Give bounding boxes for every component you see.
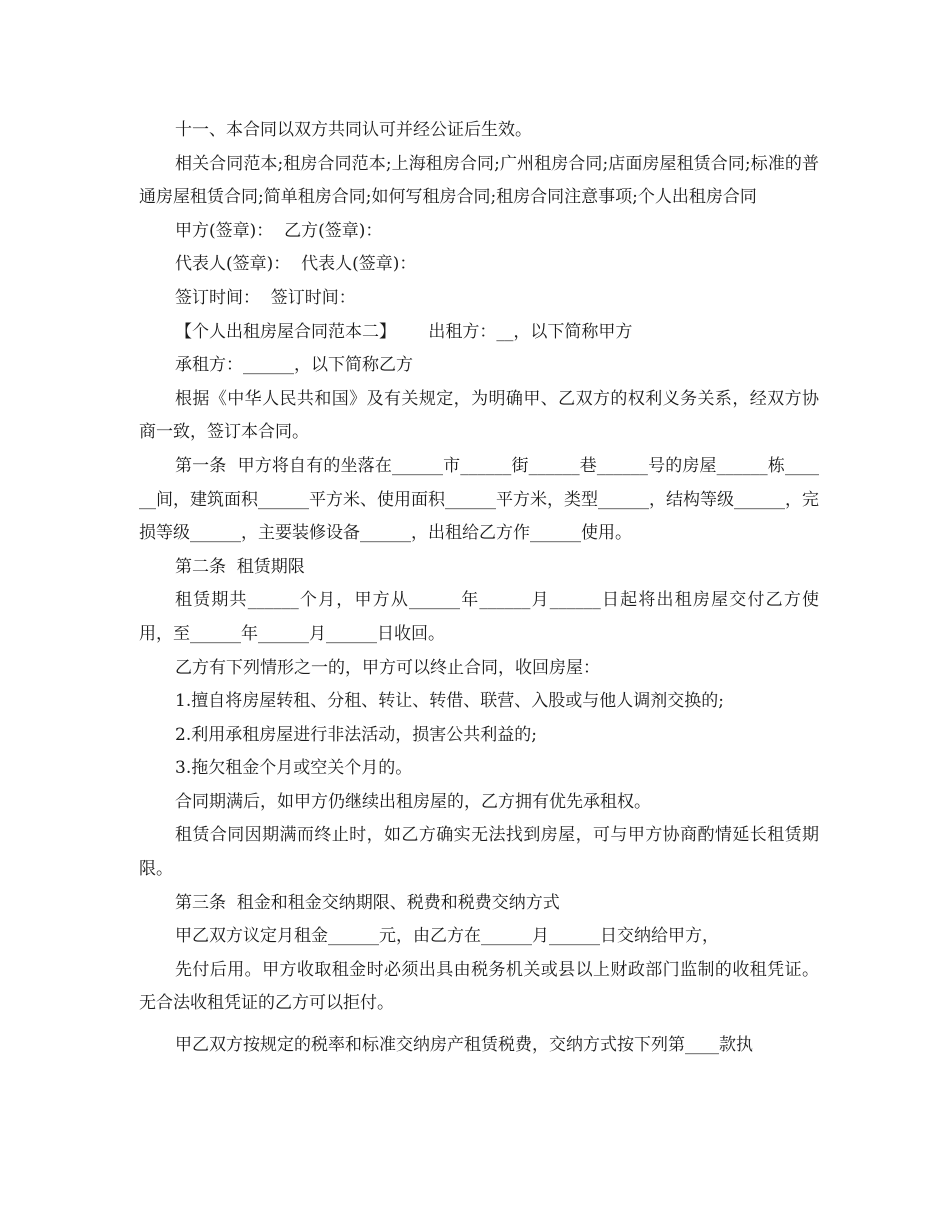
paragraph-condition-2: 2.利用承租房屋进行非法活动，损害公共利益的; — [175, 724, 537, 745]
paragraph-article-2-heading: 第二条 租赁期限 — [175, 556, 305, 577]
paragraph-related-templates: 相关合同范本;租房合同范本;上海租房合同;广州租房合同;店面房屋租赁合同;标准的普通房屋租赁合同;简单租房合同;如何写租房合同;租房合同注意事项;个人出租房合同 — [139, 153, 819, 208]
paragraph-template-two-lessor: 【个人出租房屋合同范本二】 出租方：__，以下简称甲方 — [175, 321, 633, 342]
paragraph-party-signatures: 甲方(签章)： 乙方(签章)： — [175, 220, 383, 241]
paragraph-article-3-heading: 第三条 租金和租金交纳期限、税费和税费交纳方式 — [175, 892, 560, 913]
paragraph-lease-term: 租赁期共______个月，甲方从______年______月______日起将出租房屋交付乙方使用，至______年______月______日收回。 — [139, 590, 819, 644]
paragraph-representative-signatures: 代表人(签章)： 代表人(签章)： — [175, 254, 417, 275]
paragraph-clause-11: 十一、本合同以双方共同认可并经公证后生效。 — [175, 120, 532, 140]
paragraph-preamble: 根据《中华人民共和国》及有关规定，为明确甲、乙双方的权利义务关系，经双方协商一致，签订本合同。 — [139, 388, 819, 443]
paragraph-article-1: 第一条 甲方将自有的坐落在______市______街______巷______号的房屋______栋______间，建筑面积______平方米、使用面积______平方米，类型______，结构等级______，完损等级______，主要装修设备______，出租给乙方作______使用。 — [139, 455, 819, 544]
paragraph-signing-date: 签订时间： 签订时间： — [175, 287, 356, 308]
document-body — [139, 114, 819, 1063]
paragraph-tax-payment: 甲乙双方按规定的税率和标准交纳房产租赁税费，交纳方式按下列第____款执 — [175, 1035, 753, 1056]
paragraph-priority-renewal: 合同期满后，如甲方仍继续出租房屋的，乙方拥有优先承租权。 — [175, 791, 651, 812]
paragraph-extension: 租赁合同因期满而终止时，如乙方确实无法找到房屋，可与甲方协商酌情延长租赁期限。 — [139, 825, 819, 880]
paragraph-condition-1: 1.擅自将房屋转租、分租、转让、转借、联营、入股或与他人调剂交换的; — [175, 691, 724, 712]
paragraph-payment-receipt: 先付后用。甲方收取租金时必须出具由税务机关或县以上财政部门监制的收租凭证。无合法收租凭证的乙方可以拒付。 — [139, 959, 819, 1014]
paragraph-lessee: 承租方：______，以下简称乙方 — [175, 355, 413, 376]
paragraph-condition-3: 3.拖欠租金个月或空关个月的。 — [175, 758, 413, 779]
paragraph-monthly-rent: 甲乙双方议定月租金______元，由乙方在______月______日交纳给甲方， — [175, 926, 719, 947]
paragraph-termination-conditions: 乙方有下列情形之一的，甲方可以终止合同，收回房屋： — [175, 657, 600, 678]
